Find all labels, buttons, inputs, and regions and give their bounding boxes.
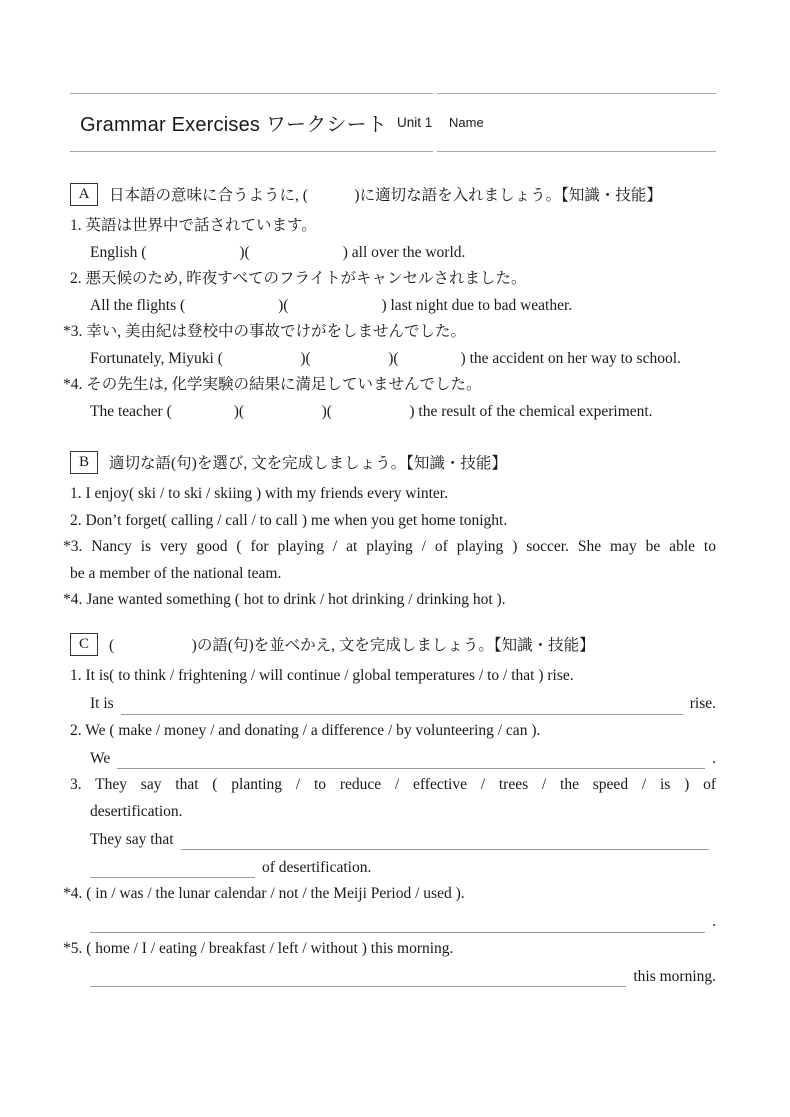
- c-item5-answer-row: [70, 962, 716, 990]
- c-item1-answer-prefix: It is: [90, 695, 114, 712]
- a-item3-japanese: *3. 幸い, 美由紀は登校中の事故でけがをしませんでした。: [63, 323, 467, 340]
- c-item3-prompt-line1: 3. They say that ( planting / to reduce / effective / trees / the speed / is ) of: [70, 776, 716, 793]
- section-b-instruction: 適切な語(句)を選び, 文を完成しましょう。【知識・技能】: [109, 455, 507, 472]
- section-c: [63, 631, 716, 990]
- page-title: Grammar Exercises ワークシート: [80, 114, 388, 136]
- worksheet-header: [70, 93, 716, 152]
- answer-blank: [90, 857, 255, 878]
- unit-label: Unit 1: [397, 115, 433, 130]
- c-item5-prompt: *5. ( home / I / eating / breakfast / left / without ) this morning.: [63, 939, 454, 957]
- section-a: [63, 181, 716, 425]
- header-title-cell: [70, 93, 433, 152]
- c-item4-answer-suffix: .: [712, 913, 716, 930]
- b-item1: 1. I enjoy( ski / to ski / skiing ) with my friends every winter.: [70, 485, 448, 502]
- section-b-header: [70, 449, 716, 475]
- section-a-header: [70, 181, 716, 207]
- a-item2-english: All the flights ( )( ) last night due to bad weather.: [90, 296, 573, 314]
- b-item3-line1: *3. Nancy is very good ( for playing / at playing / of playing ) soccer. She may be able to: [63, 538, 716, 555]
- c-item3-answer-row1: [70, 825, 716, 853]
- a-item4-japanese: *4. その先生は, 化学実験の結果に満足していませんでした。: [63, 376, 482, 393]
- c-item1-answer-row: [70, 690, 716, 718]
- c-item3-prompt-line2: desertification.: [90, 802, 183, 820]
- c-item5-answer-suffix: this morning.: [633, 967, 716, 985]
- c-item4-answer-row: [70, 908, 716, 936]
- a-item2-japanese: 2. 悪天候のため, 昨夜すべてのフライトがキャンセルされました。: [70, 270, 527, 287]
- answer-blank: [90, 966, 626, 987]
- name-label: Name: [449, 115, 484, 130]
- a-item1-japanese: 1. 英語は世界中で話されています。: [70, 217, 317, 234]
- c-item3-answer2-suffix: of desertification.: [262, 858, 372, 876]
- c-item1-prompt: 1. It is( to think / frightening / will continue / global temperatures / to / that ) rise.: [70, 667, 574, 684]
- answer-blank: [121, 694, 683, 715]
- c-item4-prompt: *4. ( in / was / the lunar calendar / not / the Meiji Period / used ).: [63, 885, 465, 902]
- section-c-box: C: [70, 633, 98, 656]
- b-item2: 2. Don’t forget( calling / call / to call ) me when you get home tonight.: [70, 511, 508, 529]
- a-item4-english: The teacher ( )( )( ) the result of the chemical experiment.: [90, 402, 653, 420]
- answer-blank: [181, 829, 709, 850]
- b-item3-line2: be a member of the national team.: [70, 564, 282, 582]
- c-item2-answer-suffix: .: [712, 749, 716, 767]
- section-b: [63, 449, 716, 614]
- section-c-instruction: ( )の語(句)を並べかえ, 文を完成しましょう。【知識・技能】: [109, 637, 595, 654]
- a-item1-english: English ( )( ) all over the world.: [90, 243, 466, 261]
- answer-blank: [117, 748, 705, 769]
- a-item3-english: Fortunately, Miyuki ( )( )( ) the accident on her way to school.: [90, 349, 681, 367]
- answer-blank: [90, 912, 705, 933]
- c-item1-answer-suffix: rise.: [689, 695, 716, 712]
- section-a-box: A: [70, 183, 98, 206]
- section-a-instruction: 日本語の意味に合うように, ( )に適切な語を入れましょう。【知識・技能】: [109, 187, 662, 204]
- c-item3-answer-prefix: They say that: [90, 830, 174, 848]
- section-b-box: B: [70, 451, 98, 474]
- section-c-header: [70, 631, 716, 657]
- b-item4: *4. Jane wanted something ( hot to drink / hot drinking / drinking hot ).: [63, 591, 506, 608]
- header-name-cell: [437, 93, 716, 152]
- c-item2-prompt: 2. We ( make / money / and donating / a difference / by volunteering / can ).: [70, 721, 541, 739]
- c-item3-answer-row2: [70, 853, 716, 881]
- c-item2-answer-prefix: We: [90, 749, 111, 767]
- c-item2-answer-row: [70, 744, 716, 772]
